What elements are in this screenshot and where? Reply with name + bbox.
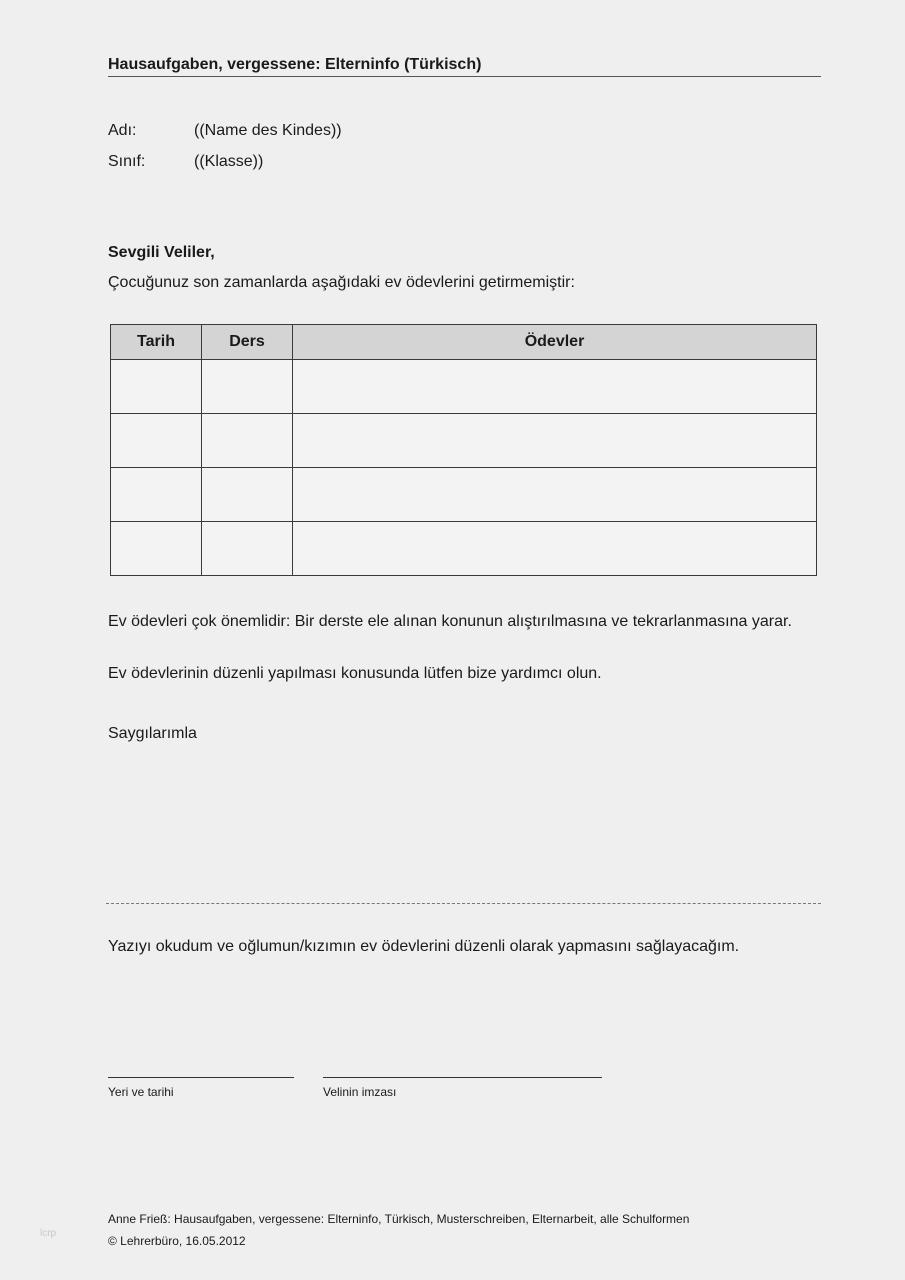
table-cell	[111, 414, 202, 468]
watermark: lcrp	[40, 1228, 57, 1239]
table-row	[111, 414, 817, 468]
table-cell	[111, 360, 202, 414]
parent-signature-label: Velinin imzası	[323, 1085, 397, 1099]
table-row	[111, 522, 817, 576]
table-row	[111, 360, 817, 414]
homework-table	[110, 324, 817, 576]
table-cell	[293, 414, 817, 468]
greeting: Sevgili Veliler,	[108, 244, 215, 261]
header-date: Tarih	[111, 325, 202, 360]
header-homework: Ödevler	[293, 325, 817, 360]
class-label: Sınıf:	[108, 153, 146, 170]
confirmation-text: Yazıyı okudum ve oğlumun/kızımın ev ödevlerini düzenli olarak yapmasını sağlayacağım.	[108, 938, 740, 955]
table-cell	[293, 522, 817, 576]
name-label: Adı:	[108, 122, 137, 139]
table-row	[111, 468, 817, 522]
table-cell	[293, 468, 817, 522]
place-date-label: Yeri ve tarihi	[108, 1085, 174, 1099]
parent-signature-line	[323, 1077, 602, 1078]
class-placeholder: ((Klasse))	[194, 153, 264, 170]
footer-copyright: © Lehrerbüro, 16.05.2012	[108, 1234, 246, 1248]
intro-text: Çocuğunuz son zamanlarda aşağıdaki ev ödevlerini getirmemiştir:	[108, 274, 575, 291]
title-rule	[108, 76, 821, 77]
support-paragraph: Ev ödevlerinin düzenli yapılması konusunda lütfen bize yardımcı olun.	[108, 665, 602, 682]
name-placeholder: ((Name des Kindes))	[194, 122, 342, 139]
header-subject: Ders	[202, 325, 293, 360]
document-title: Hausaufgaben, vergessene: Elterninfo (Türkisch)	[108, 56, 482, 73]
table-cell	[111, 468, 202, 522]
table-cell	[202, 414, 293, 468]
cut-line	[106, 903, 821, 904]
table-header-row	[111, 325, 817, 360]
table-cell	[111, 522, 202, 576]
closing: Saygılarımla	[108, 725, 197, 742]
table-cell	[202, 468, 293, 522]
table-cell	[293, 360, 817, 414]
table-cell	[202, 522, 293, 576]
place-date-line	[108, 1077, 294, 1078]
importance-paragraph: Ev ödevleri çok önemlidir: Bir derste ele alınan konunun alıştırılmasına ve tekrarlanmasına yarar.	[108, 613, 792, 630]
table-cell	[202, 360, 293, 414]
footer-source: Anne Frieß: Hausaufgaben, vergessene: Elterninfo, Türkisch, Musterschreiben, Elternarbeit, alle Schulformen	[108, 1212, 690, 1226]
